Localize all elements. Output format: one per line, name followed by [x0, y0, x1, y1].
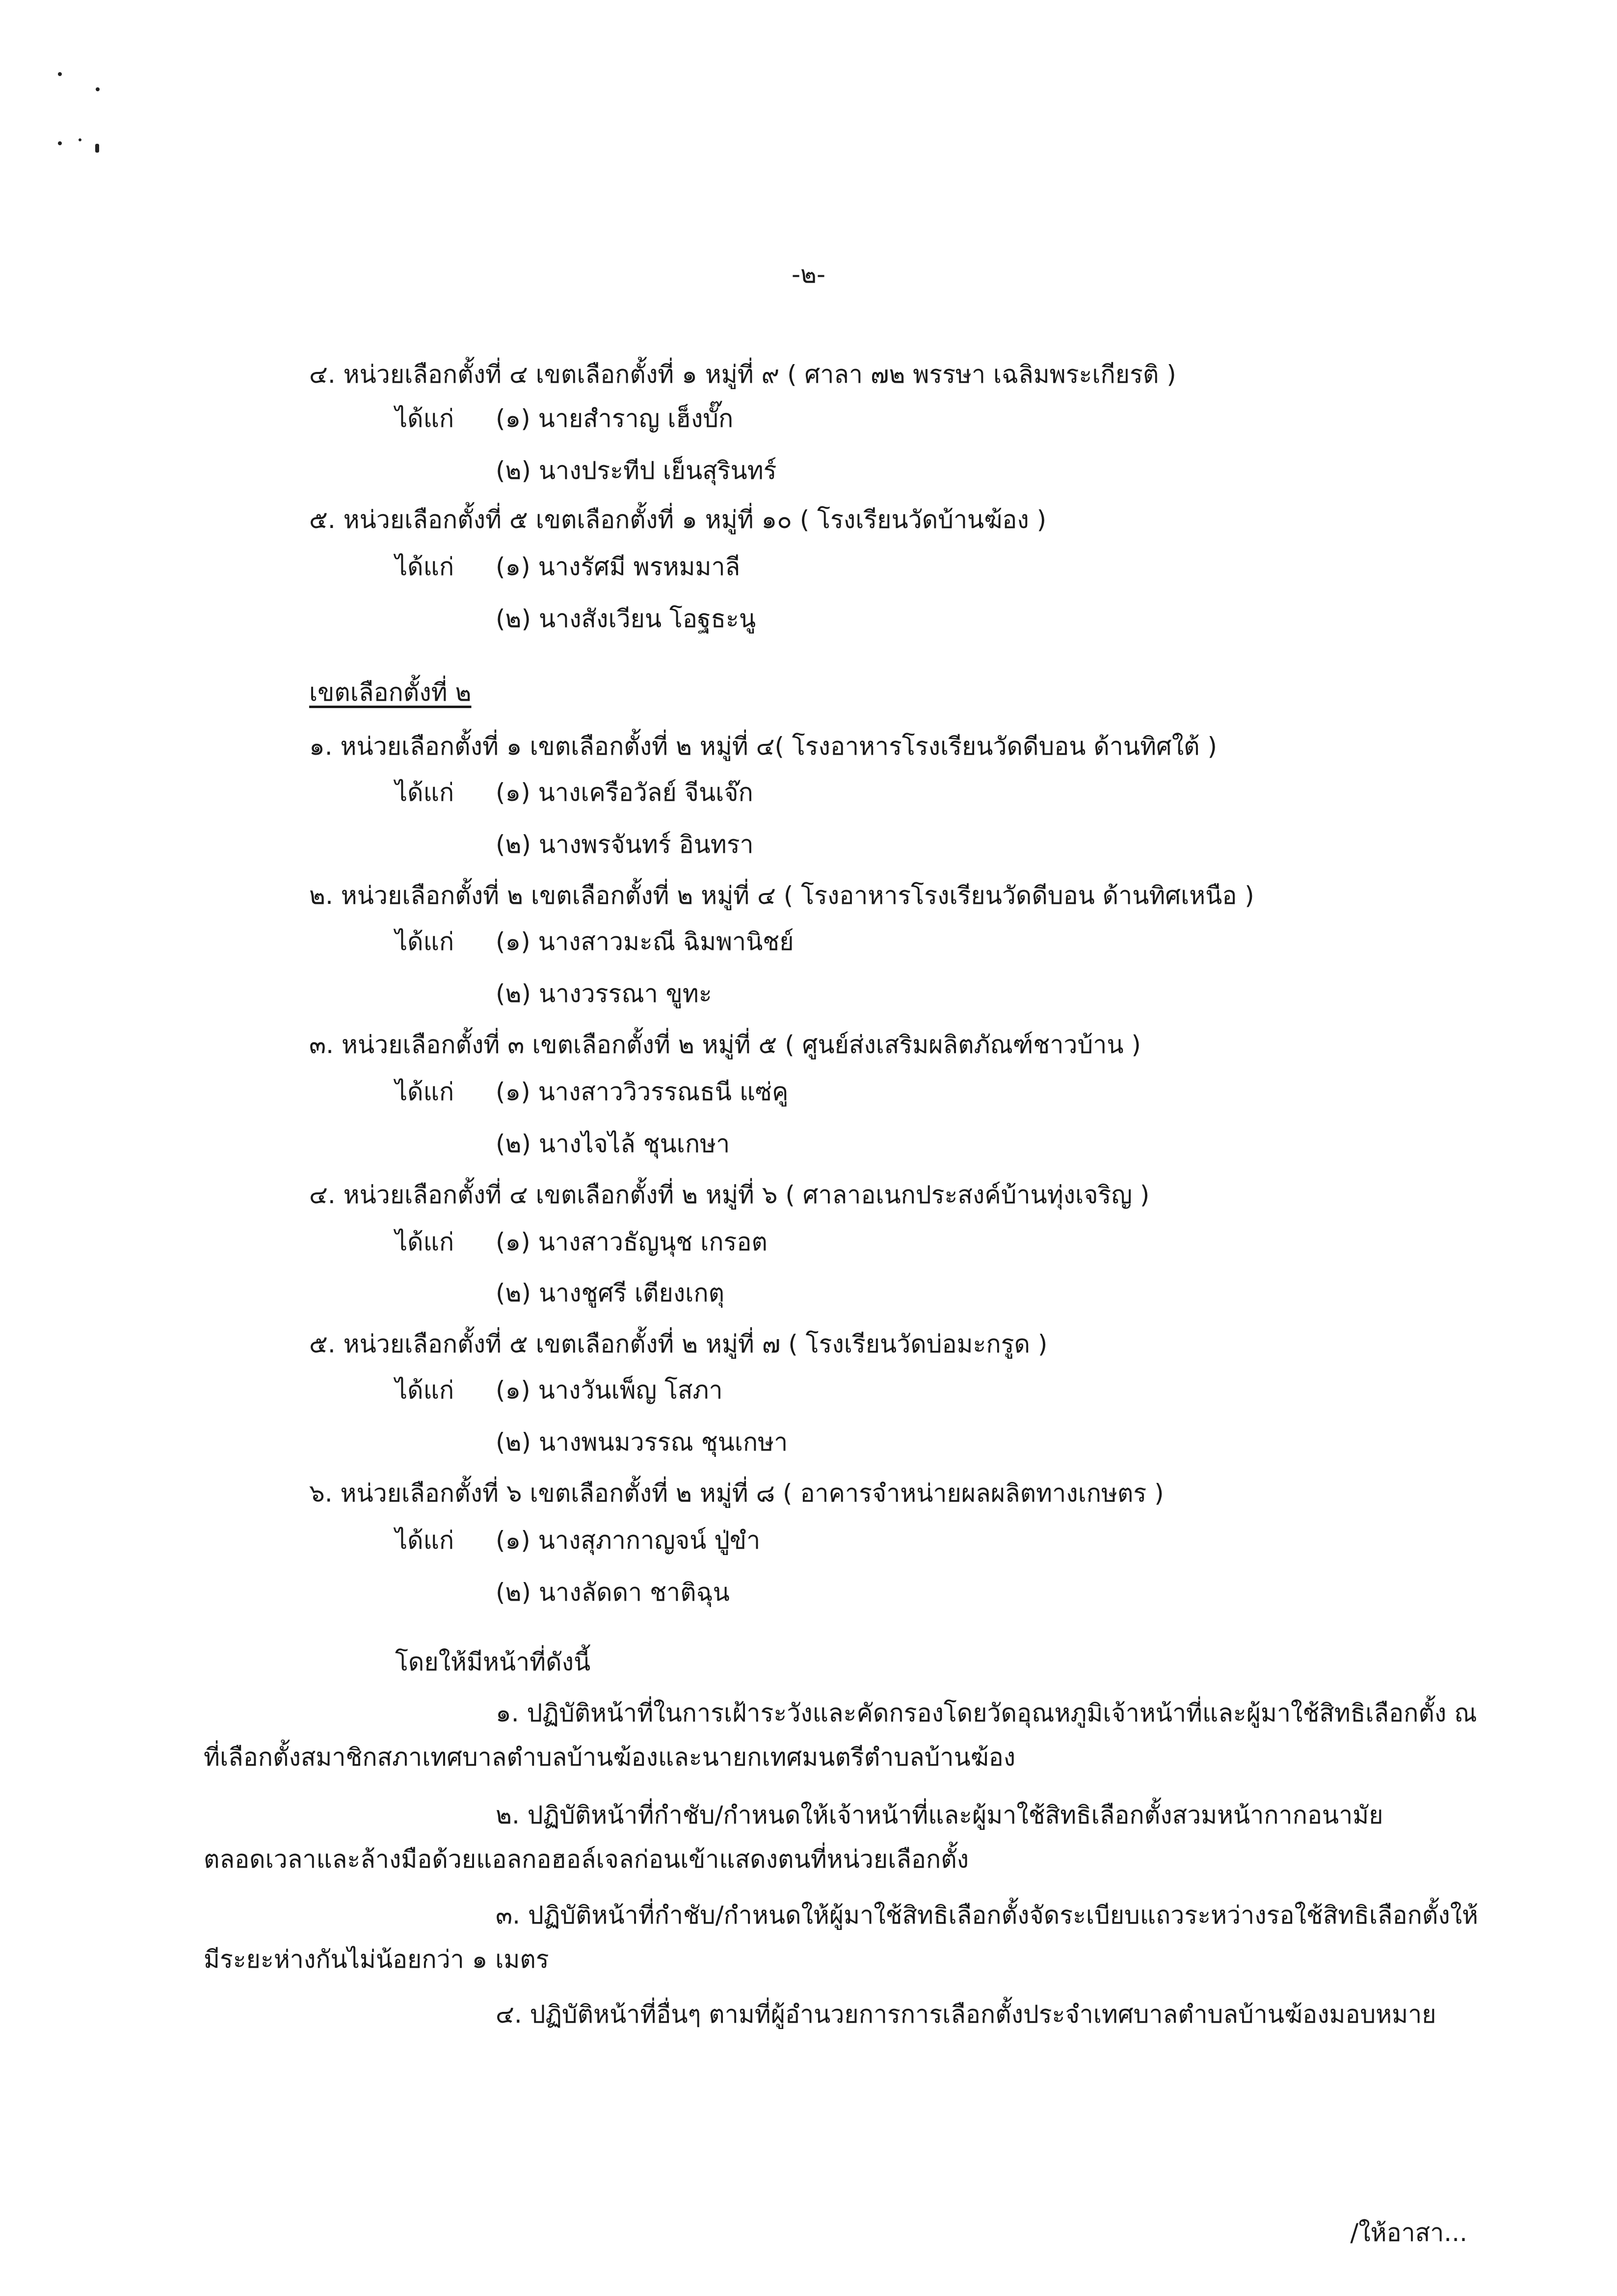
duty-item-continuation: ที่เลือกตั้งสมาชิกสภาเทศบาลตำบลบ้านฆ้องและนายกเทศมนตรีตำบลบ้านฆ้อง	[204, 1743, 1016, 1771]
duty-item-continuation: มีระยะห่างกันไม่น้อยกว่า ๑ เมตร	[204, 1945, 549, 1974]
scan-speck	[79, 138, 81, 141]
members-label: ได้แก่	[395, 1526, 454, 1555]
unit-title: ๓. หน่วยเลือกตั้งที่ ๓ เขตเลือกตั้งที่ ๒ หมู่ที่ ๕ ( ศูนย์ส่งเสริมผลิตภัณฑ์ชาวบ้าน )	[309, 1030, 1141, 1059]
member-item: (๑) นางสาวมะณี ฉิมพานิชย์	[496, 927, 794, 956]
members-label: ได้แก่	[395, 1078, 454, 1106]
duty-item: ๔. ปฏิบัติหน้าที่อื่นๆ ตามที่ผู้อำนวยการการเลือกตั้งประจำเทศบาลตำบลบ้านฆ้องมอบหมาย	[496, 2000, 1436, 2029]
member-item: (๒) นางประทีป เย็นสุรินทร์	[496, 456, 777, 485]
unit-title: ๒. หน่วยเลือกตั้งที่ ๒ เขตเลือกตั้งที่ ๒ หมู่ที่ ๔ ( โรงอาหารโรงเรียนวัดดีบอน ด้านทิศเหนือ )	[309, 881, 1254, 910]
member-item: (๒) นางลัดดา ชาติฉุน	[496, 1578, 730, 1607]
duties-intro: โดยให้มีหน้าที่ดังนี้	[395, 1648, 591, 1676]
page-number: -๒-	[791, 260, 826, 289]
members-label: ได้แก่	[395, 1376, 454, 1404]
member-item: (๒) นางพรจันทร์ อินทรา	[496, 830, 754, 859]
member-item: (๑) นางวันเพ็ญ โสภา	[496, 1376, 723, 1404]
district-heading: เขตเลือกตั้งที่ ๒	[309, 678, 472, 707]
scan-speck	[95, 144, 99, 153]
scan-speck	[58, 141, 62, 145]
unit-title: ๑. หน่วยเลือกตั้งที่ ๑ เขตเลือกตั้งที่ ๒ หมู่ที่ ๔( โรงอาหารโรงเรียนวัดดีบอน ด้านทิศใต้ )	[309, 732, 1218, 761]
scan-speck	[96, 87, 100, 91]
members-label: ได้แก่	[395, 927, 454, 956]
member-item: (๒) นางวรรณา ขูทะ	[496, 979, 712, 1008]
unit-title: ๖. หน่วยเลือกตั้งที่ ๖ เขตเลือกตั้งที่ ๒ หมู่ที่ ๘ ( อาคารจำหน่ายผลผลิตทางเกษตร )	[309, 1479, 1164, 1507]
unit-title: ๔. หน่วยเลือกตั้งที่ ๔ เขตเลือกตั้งที่ ๒ หมู่ที่ ๖ ( ศาลาอเนกประสงค์บ้านทุ่งเจริญ )	[309, 1181, 1150, 1209]
member-item: (๒) นางชูศรี เตียงเกตุ	[496, 1279, 725, 1307]
duty-item: ๑. ปฏิบัติหน้าที่ในการเฝ้าระวังและคัดกรองโดยวัดอุณหภูมิเจ้าหน้าที่และผู้มาใช้สิทธิเลือกตั้ง ณ	[496, 1699, 1477, 1727]
member-item: (๑) นางเครือวัลย์ จีนเจ๊ก	[496, 778, 753, 807]
member-item: (๑) นายสำราญ เฮ็งบั๊ก	[496, 404, 734, 433]
duty-item: ๓. ปฏิบัติหน้าที่กำชับ/กำหนดให้ผู้มาใช้สิทธิเลือกตั้งจัดระเบียบแถวระหว่างรอใช้สิทธิเลือกตั้งให้	[496, 1901, 1479, 1929]
duty-item: ๒. ปฏิบัติหน้าที่กำชับ/กำหนดให้เจ้าหน้าที่และผู้มาใช้สิทธิเลือกตั้งสวมหน้ากากอนามัย	[496, 1801, 1383, 1829]
members-label: ได้แก่	[395, 1228, 454, 1256]
duty-item-continuation: ตลอดเวลาและล้างมือด้วยแอลกอฮอล์เจลก่อนเข้าแสดงตนที่หน่วยเลือกตั้ง	[204, 1845, 969, 1874]
member-item: (๑) นางสาววิวรรณธนี แซ่คู	[496, 1078, 789, 1106]
member-item: (๒) นางสังเวียน โอฐธะนู	[496, 605, 756, 633]
unit-title: ๕. หน่วยเลือกตั้งที่ ๕ เขตเลือกตั้งที่ ๑ หมู่ที่ ๑๐ ( โรงเรียนวัดบ้านฆ้อง )	[309, 505, 1047, 534]
members-label: ได้แก่	[395, 404, 454, 433]
members-label: ได้แก่	[395, 778, 454, 807]
member-item: (๑) นางสุภากาญจน์ ปู่ขำ	[496, 1526, 761, 1555]
continuation-marker: /ให้อาสา...	[1350, 2218, 1467, 2247]
unit-title: ๕. หน่วยเลือกตั้งที่ ๕ เขตเลือกตั้งที่ ๒ หมู่ที่ ๗ ( โรงเรียนวัดบ่อมะกรูด )	[309, 1330, 1048, 1358]
member-item: (๒) นางไจไล้ ชุนเกษา	[496, 1130, 730, 1158]
member-item: (๑) นางรัศมี พรหมมาลี	[496, 553, 741, 581]
scan-speck	[58, 72, 62, 76]
unit-title: ๔. หน่วยเลือกตั้งที่ ๔ เขตเลือกตั้งที่ ๑ หมู่ที่ ๙ ( ศาลา ๗๒ พรรษา เฉลิมพระเกียรติ )	[309, 360, 1176, 389]
members-label: ได้แก่	[395, 553, 454, 581]
member-item: (๑) นางสาวธัญนุช เกรอต	[496, 1228, 768, 1256]
member-item: (๒) นางพนมวรรณ ชุนเกษา	[496, 1428, 788, 1456]
